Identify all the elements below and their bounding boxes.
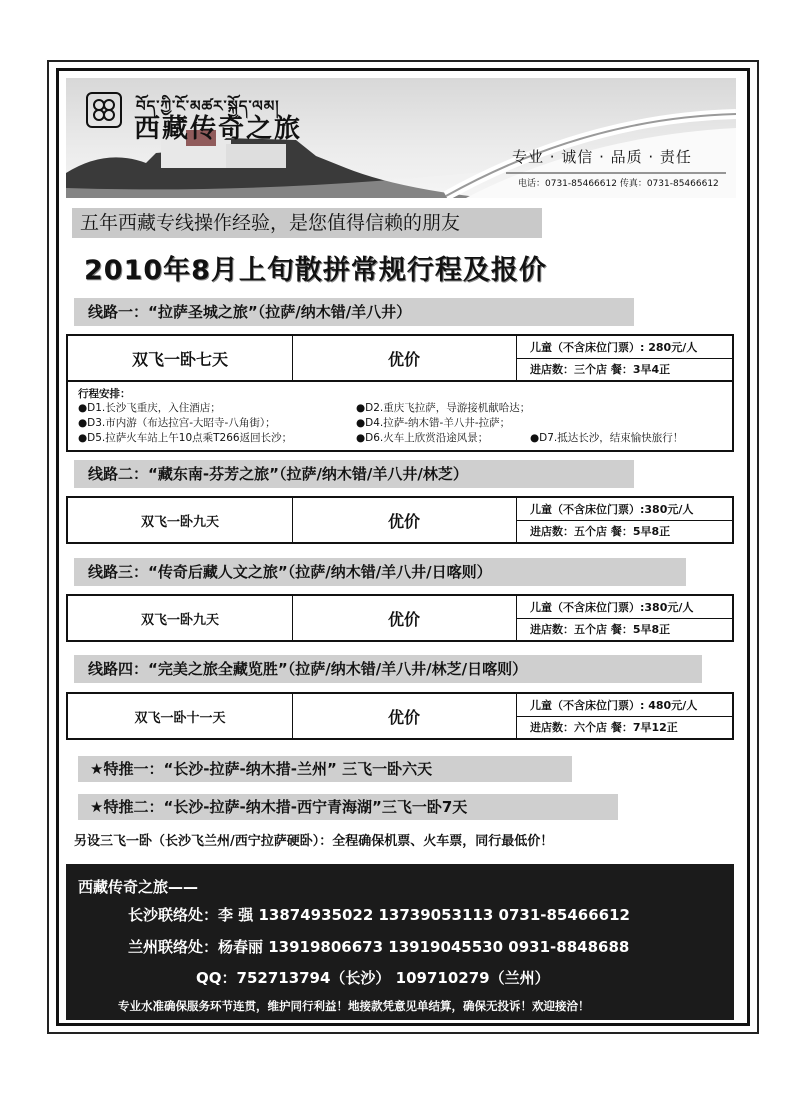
itinerary-day-1: ●D1.长沙飞重庆，入住酒店； [78,402,221,414]
route-3-shops-meals: 进店数：五个店 餐：5早8正 [530,623,671,636]
route-4-duration: 双飞一卧十一天 [134,710,226,726]
itinerary-day-3: ●D3.市内游（布达拉宫-大昭寺-八角街）； [78,417,276,429]
route-2-table [66,496,734,544]
route-3-child-price: 儿童（不含床位门票）:380元/人 [530,601,694,614]
itinerary-day-2: ●D2.重庆飞拉萨，导游接机献哈达； [356,402,531,414]
route-1-duration: 双飞一卧七天 [131,349,228,369]
itinerary-day-5: ●D5.拉萨火车站上午10点乘T266返回长沙； [78,432,293,444]
route-3-price: 优价 [387,609,420,629]
route-4-shops-meals: 进店数：六个店 餐：7早12正 [530,721,678,734]
brand-tibetan-text: བོད་ཀྱི་ངོ་མཚར་སྐྱོད་ལམ། [136,97,280,115]
contact-phone-fax: 电话：0731-85466612 传真：0731-85466612 [518,179,719,189]
itinerary-day-7: ●D7.抵达长沙，结束愉快旅行！ [530,432,684,444]
route-1-table [66,334,734,382]
itinerary-label: 行程安排： [78,388,131,400]
route-4-title: 线路四：“完美之旅全藏览胜”（拉萨/纳木错/羊八井/林芝/日喀则） [74,655,702,683]
route-4-table [66,692,734,740]
headline: 五年西藏专线操作经验，是您值得信赖的朋友 [72,208,542,238]
route-1-itinerary [66,380,734,452]
footer-qq: QQ：752713794（长沙） 109710279（兰州） [196,969,550,987]
route-2-shops-meals: 进店数：五个店 餐：5早8正 [530,525,671,538]
route-3-table [66,594,734,642]
route-2-child-price: 儿童（不含床位门票）:380元/人 [530,503,694,516]
contact-footer [66,864,734,1020]
footer-company: 西藏传奇之旅—— [78,878,199,896]
route-4-child-price: 儿童（不含床位门票）: 480元/人 [530,699,698,712]
special-offer-2: ★特推二：“长沙-拉萨-纳木措-西宁青海湖”三飞一卧7天 [78,794,618,820]
route-3-title: 线路三：“传奇后藏人文之旅”（拉萨/纳木错/羊八井/日喀则） [74,558,686,586]
slogan: 专业 · 诚信 · 品质 · 责任 [512,148,692,166]
route-1-price: 优价 [387,349,420,369]
route-4-price: 优价 [387,707,420,727]
footer-motto: 专业水准确保服务环节连贯，维护同行利益！地接款凭意见单结算，确保无投诉！欢迎接洽！ [118,999,590,1013]
route-2-duration: 双飞一卧九天 [140,514,219,530]
route-1-shops-meals: 进店数：三个店 餐：3早4正 [530,363,671,376]
route-2-title: 线路二：“藏东南-芬芳之旅”（拉萨/纳木错/羊八井/林芝） [74,460,634,488]
extra-note: 另设三飞一卧（长沙飞兰州/西宁拉萨硬卧）：全程确保机票、火车票，同行最低价！ [74,834,554,849]
route-1-child-price: 儿童（不含床位门票）: 280元/人 [530,341,698,354]
page-title: 2010年8月上旬散拼常规行程及报价 [84,255,547,286]
special-offer-1: ★特推一：“长沙-拉萨-纳木措-兰州” 三飞一卧六天 [78,756,572,782]
footer-changsha-contact: 长沙联络处：李 强 13874935022 13739053113 0731-85466612 [128,906,630,924]
footer-lanzhou-contact: 兰州联络处：杨春丽 13919806673 13919045530 0931-8848688 [128,938,630,956]
itinerary-day-6: ●D6.火车上欣赏沿途风景； [356,432,489,444]
route-2-price: 优价 [387,511,420,531]
header-banner [66,78,736,198]
brand-logo-icon [86,92,122,128]
itinerary-day-4: ●D4.拉萨-纳木错-羊八井-拉萨； [356,417,511,429]
brand-name: 西藏传奇之旅 [134,114,303,144]
route-3-duration: 双飞一卧九天 [140,612,219,628]
route-1-title: 线路一：“拉萨圣城之旅”（拉萨/纳木错/羊八井） [74,298,634,326]
